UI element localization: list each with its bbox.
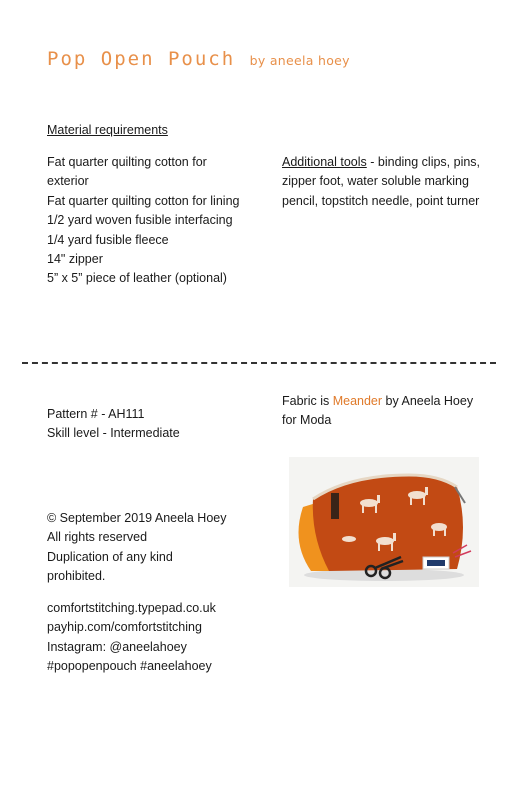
pattern-info [47, 405, 180, 444]
fabric-suffix: by Aneela Hoey for Moda [282, 394, 474, 428]
material-item: 1/2 yard woven fusible interfacing [47, 213, 233, 228]
copyright-line: prohibited. [47, 569, 106, 584]
dashed-divider [22, 362, 496, 364]
contact-links [47, 599, 216, 677]
additional-tools [282, 153, 482, 211]
pattern-number: Pattern # - AH111 [47, 407, 145, 421]
hashtags: #popopenpouch #aneelahoey [47, 659, 212, 674]
fabric-info [282, 392, 482, 431]
page-title: Pop Open Pouch [47, 48, 236, 70]
material-item: 14" zipper [47, 252, 103, 267]
material-item: Fat quarter quilting cotton for exterior [47, 155, 207, 189]
tools-text: - binding clips, pins, zipper foot, water soluble marking pencil, topstitch needle, point turner [282, 155, 481, 208]
materials-heading: Material requirements [47, 123, 168, 137]
copyright-line: © September 2019 Aneela Hoey [47, 511, 227, 525]
blog-link[interactable]: comfortstitching.typepad.co.uk [47, 601, 216, 615]
title-byline: by aneela hoey [249, 53, 350, 68]
shop-link[interactable]: payhip.com/comfortstitching [47, 620, 202, 635]
copyright-line: All rights reserved [47, 530, 148, 545]
pouch-illustration [289, 457, 479, 587]
title-block [47, 48, 350, 70]
materials-list [47, 153, 247, 289]
pouch-photo [289, 457, 479, 587]
fabric-prefix: Fabric is [282, 394, 333, 408]
instagram-link[interactable]: Instagram: @aneelahoey [47, 639, 187, 654]
material-item: 5” x 5” piece of leather (optional) [47, 271, 227, 286]
copyright-block [47, 509, 226, 587]
material-item: 1/4 yard fusible fleece [47, 232, 169, 247]
skill-level: Skill level - Intermediate [47, 426, 180, 441]
material-item: Fat quarter quilting cotton for lining [47, 193, 240, 208]
copyright-line: Duplication of any kind [47, 549, 173, 564]
tools-label: Additional tools [282, 155, 367, 169]
fabric-name: Meander [332, 394, 383, 408]
